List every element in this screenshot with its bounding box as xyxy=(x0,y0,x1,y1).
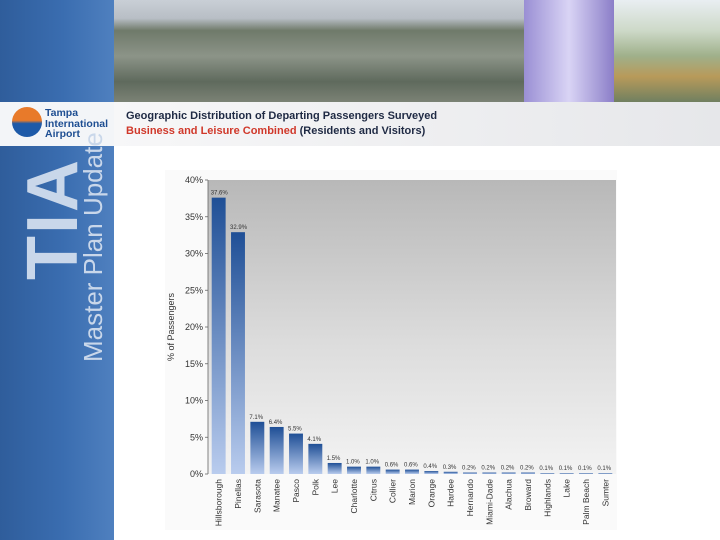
bar-data-label: 0.1% xyxy=(539,466,554,473)
bar-data-label: 5.5% xyxy=(288,426,302,433)
bar-collier xyxy=(386,470,400,474)
y-axis-label: % of Passengers xyxy=(166,292,176,362)
plot-area xyxy=(208,180,616,474)
bar-palm-beach xyxy=(579,473,593,474)
x-tick-label: Hardee xyxy=(445,479,456,507)
bar-data-label: 1.0% xyxy=(365,459,380,466)
x-tick-label: Broward xyxy=(523,479,533,511)
bar-data-label: 0.3% xyxy=(442,464,457,471)
title-band xyxy=(114,102,720,146)
bar-data-label: 0.2% xyxy=(481,465,496,472)
x-tick-label: Palm Beach xyxy=(581,479,591,525)
y-tick-label: 40% xyxy=(184,175,203,185)
bar-data-label: 0.4% xyxy=(423,464,438,471)
master-plan-label: Master Plan Update xyxy=(78,132,108,362)
bar-pinellas xyxy=(231,232,245,474)
x-tick-label: Sumter xyxy=(600,479,611,507)
y-tick-label: 0% xyxy=(189,469,203,479)
bar-data-label: 32.9% xyxy=(230,225,248,232)
x-tick-label: Lake xyxy=(561,479,572,498)
bar-chart xyxy=(165,170,617,530)
x-tick-label: Sarasota xyxy=(252,479,263,514)
bar-broward xyxy=(521,473,535,474)
bar-marion xyxy=(405,470,419,474)
bar-highlands xyxy=(540,473,554,474)
bar-hardee xyxy=(444,472,458,474)
bar-orange xyxy=(424,471,438,474)
subtitle-highlight: Business and Leisure Combined xyxy=(126,125,297,137)
x-tick-label: Marion xyxy=(407,479,417,505)
terminal-walkway-photo xyxy=(524,0,614,102)
x-tick-label: Charlotte xyxy=(349,479,359,514)
bar-data-label: 7.1% xyxy=(249,414,264,421)
bar-data-label: 0.2% xyxy=(520,465,534,472)
bar-data-label: 4.1% xyxy=(307,436,322,443)
x-tick-label: Orange xyxy=(426,479,437,508)
bar-data-label: 37.6% xyxy=(210,190,228,197)
logo-line-3: Airport xyxy=(45,128,80,140)
slide-subtitle xyxy=(126,125,425,137)
chart-container xyxy=(165,170,617,530)
bar-sarasota xyxy=(250,422,264,474)
bar-hillsborough xyxy=(212,198,226,474)
x-tick-label: Lee xyxy=(329,479,340,494)
bar-data-label: 0.2% xyxy=(500,465,515,472)
y-tick-label: 25% xyxy=(184,285,203,296)
bar-manatee xyxy=(270,427,284,474)
bar-data-label: 0.6% xyxy=(404,462,418,469)
bar-miami-dade xyxy=(482,473,496,474)
tia-wordmark: TIA xyxy=(13,158,93,280)
bar-data-label: 1.5% xyxy=(326,455,341,462)
y-tick-label: 35% xyxy=(184,211,203,222)
x-tick-label: Hernando xyxy=(465,479,475,517)
y-tick-label: 15% xyxy=(184,358,203,369)
bar-data-label: 0.1% xyxy=(578,466,592,473)
y-tick-label: 10% xyxy=(184,395,203,406)
bar-polk xyxy=(308,444,322,474)
airport-aerial-photo xyxy=(114,0,524,102)
airport-logo-icon xyxy=(12,107,42,137)
x-tick-label: Alachua xyxy=(503,479,514,510)
x-tick-label: Pasco xyxy=(291,479,301,503)
x-tick-label: Polk xyxy=(310,479,321,496)
y-tick-label: 5% xyxy=(189,432,203,443)
x-tick-label: Miami-Dade xyxy=(484,479,495,525)
bar-data-label: 0.1% xyxy=(558,466,573,473)
bar-charlotte xyxy=(347,467,361,474)
y-tick-label: 20% xyxy=(184,322,203,332)
x-tick-label: Manatee xyxy=(271,479,282,513)
subtitle-rest: (Residents and Visitors) xyxy=(296,125,426,137)
bar-citrus xyxy=(366,467,380,474)
slide-title: Geographic Distribution of Departing Passengers Surveyed xyxy=(126,110,438,122)
logo-line-2: International xyxy=(45,117,109,130)
x-tick-label: Highlands xyxy=(542,479,553,517)
bar-data-label: 0.6% xyxy=(384,462,399,469)
logo-line-1: Tampa xyxy=(45,107,79,119)
bar-lake xyxy=(560,473,574,474)
bar-hernando xyxy=(463,473,477,474)
bar-lee xyxy=(328,463,342,474)
bar-pasco xyxy=(289,434,303,474)
bar-sumter xyxy=(598,473,612,474)
y-tick-label: 30% xyxy=(184,248,203,259)
bar-data-label: 0.2% xyxy=(462,465,476,472)
bar-data-label: 6.4% xyxy=(268,419,283,426)
x-tick-label: Hillsborough xyxy=(213,479,224,527)
x-tick-label: Collier xyxy=(387,479,398,504)
terminal-building-photo xyxy=(614,0,720,102)
x-tick-label: Pinellas xyxy=(233,479,243,509)
bar-data-label: 0.1% xyxy=(597,466,612,473)
bar-alachua xyxy=(502,473,516,474)
bar-data-label: 1.0% xyxy=(346,459,360,466)
x-tick-label: Citrus xyxy=(368,479,379,502)
